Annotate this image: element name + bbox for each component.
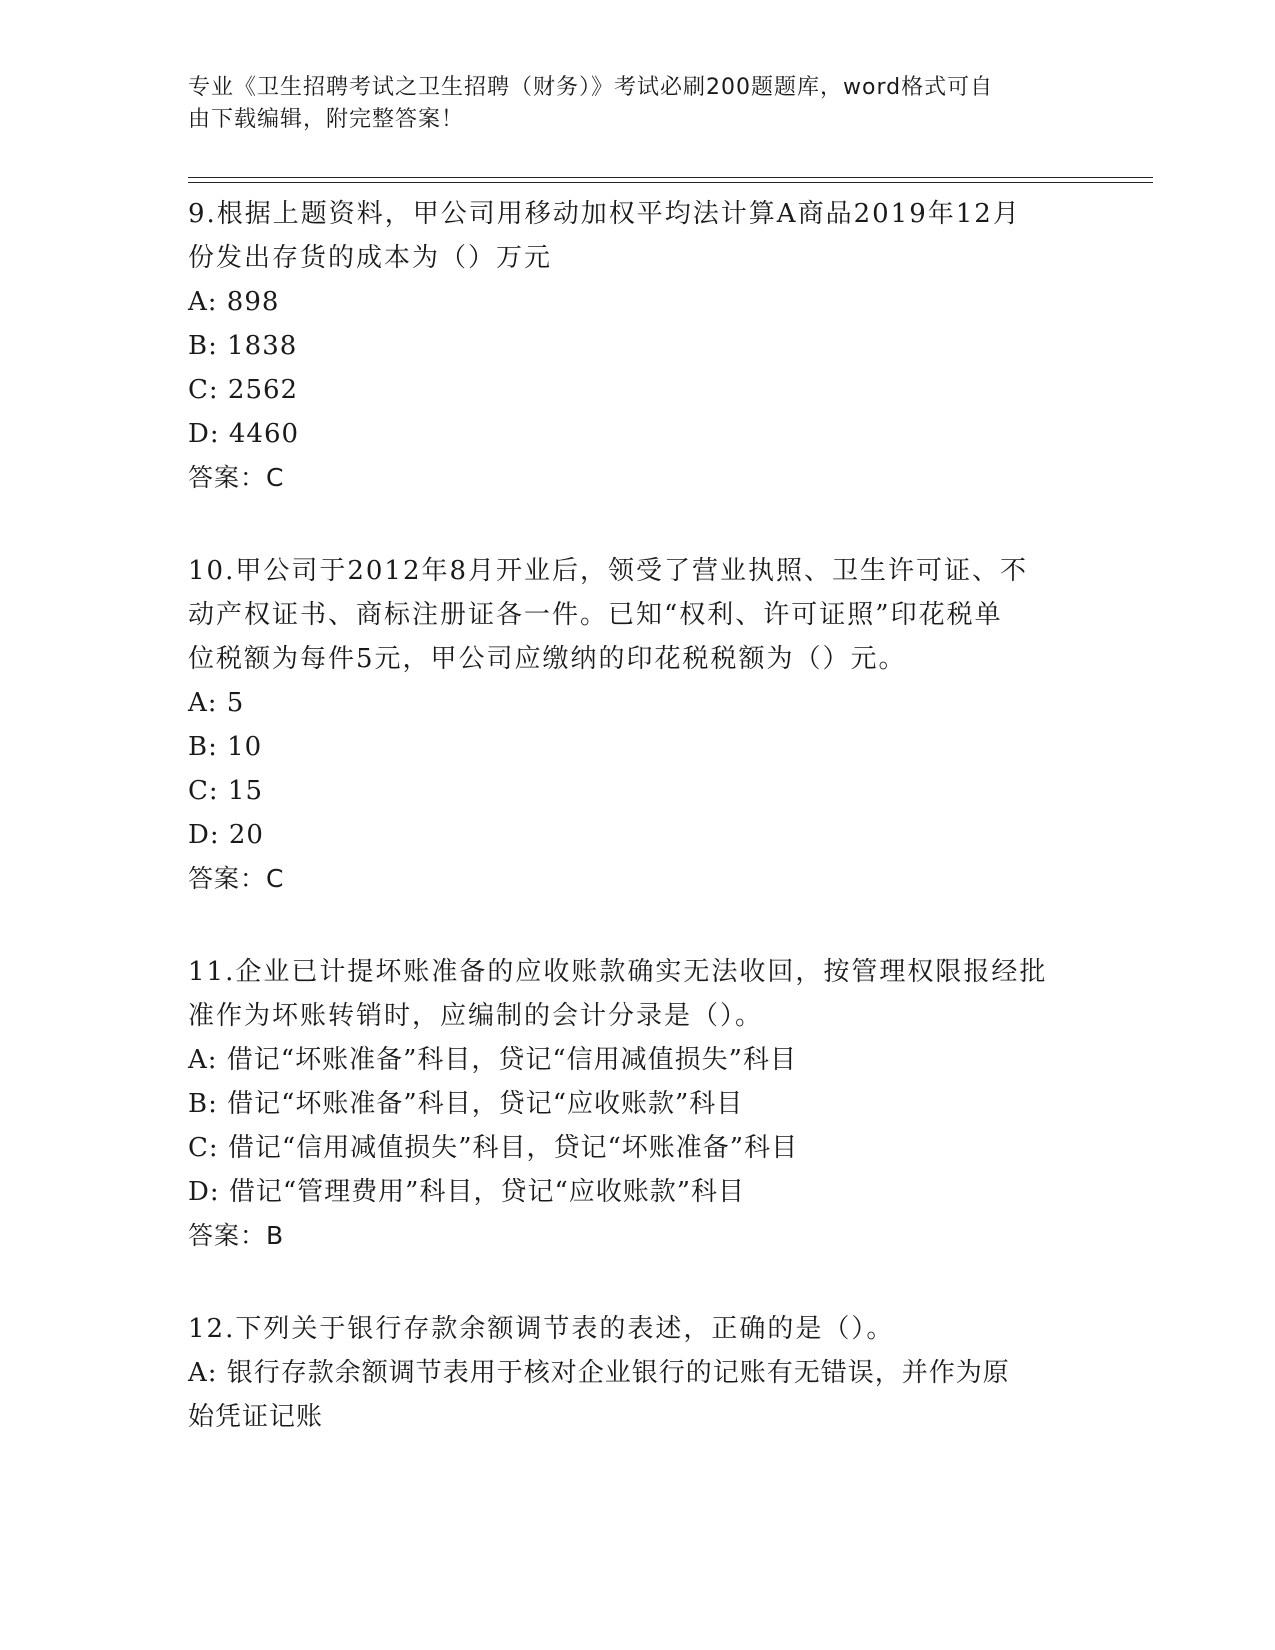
question-list [188, 188, 1088, 1439]
stem-line: 10.甲公司于2012年8月开业后，领受了营业执照、卫生许可证、不 [188, 556, 1029, 586]
answer: 答案：C [188, 463, 285, 492]
header-divider-bottom [188, 182, 1153, 183]
stem-line: 11.企业已计提坏账准备的应收账款确实无法收回，按管理权限报经批 [188, 957, 1048, 987]
question-stem [188, 950, 1088, 1038]
header-line-2: 由下载编辑，附完整答案！ [188, 107, 465, 132]
stem-line: 准作为坏账转销时，应编制的会计分录是（）。 [188, 1001, 764, 1031]
question-spacer [188, 500, 1088, 545]
header-line-1: 专业《卫生招聘考试之卫生招聘（财务）》考试必刷200题题库，word格式可自 [188, 75, 994, 100]
option-b: B: 10 [188, 732, 263, 762]
option-b: B: 借记“坏账准备”科目，贷记“应收账款”科目 [188, 1089, 744, 1119]
document-header [188, 72, 1068, 136]
option-a: A: 898 [188, 287, 280, 317]
option-d: D: 20 [188, 820, 264, 850]
question-stem [188, 1307, 1088, 1351]
option-c: C: 2562 [188, 375, 299, 405]
header-divider-top [188, 177, 1153, 178]
stem-line: 12.下列关于银行存款余额调节表的表述，正确的是（）。 [188, 1314, 895, 1344]
option-a: A: 银行存款余额调节表用于核对企业银行的记账有无错误，并作为原 [188, 1358, 1010, 1388]
answer: 答案：B [188, 1221, 285, 1250]
option-c: C: 借记“信用减值损失”科目，贷记“坏账准备”科目 [188, 1133, 799, 1163]
stem-line: 份发出存货的成本为（）万元 [188, 243, 553, 273]
stem-line: 位税额为每件5元，甲公司应缴纳的印花税税额为（）元。 [188, 644, 907, 674]
stem-line: 9.根据上题资料，甲公司用移动加权平均法计算A商品2019年12月 [188, 199, 1021, 229]
option-a-continued: 始凭证记账 [188, 1402, 324, 1432]
question-12 [188, 1307, 1088, 1439]
option-d: D: 借记“管理费用”科目，贷记“应收账款”科目 [188, 1177, 746, 1207]
option-a: A: 借记“坏账准备”科目，贷记“信用减值损失”科目 [188, 1045, 797, 1075]
option-c: C: 15 [188, 776, 264, 806]
question-10 [188, 549, 1088, 901]
question-spacer [188, 1258, 1088, 1303]
question-stem [188, 549, 1088, 681]
option-b: B: 1838 [188, 331, 298, 361]
option-d: D: 4460 [188, 419, 300, 449]
question-11 [188, 950, 1088, 1258]
option-a: A: 5 [188, 688, 245, 718]
answer: 答案：C [188, 864, 285, 893]
question-spacer [188, 901, 1088, 946]
question-stem [188, 192, 1088, 280]
stem-line: 动产权证书、商标注册证各一件。已知“权利、许可证照”印花税单 [188, 600, 1003, 630]
question-9 [188, 192, 1088, 500]
